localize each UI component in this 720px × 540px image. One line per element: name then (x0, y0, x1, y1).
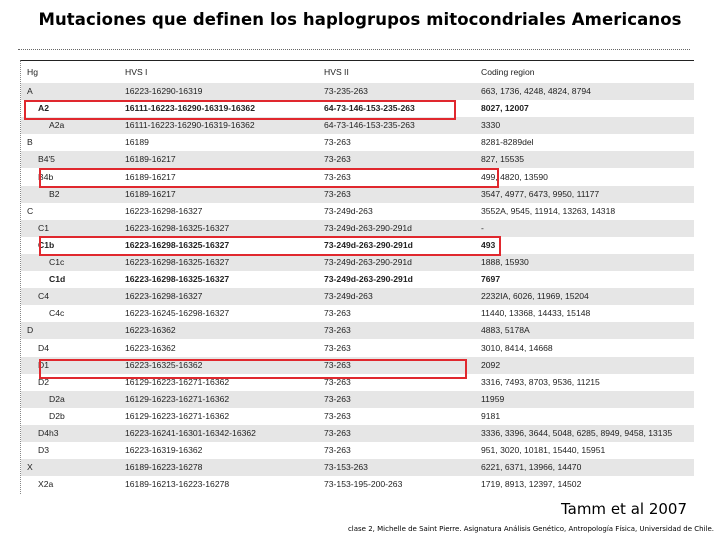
cell-hvs2: 73-263 (324, 137, 351, 148)
table-row (21, 476, 694, 493)
citation: Tamm et al 2007 (560, 500, 687, 518)
cell-coding: 3336, 3396, 3644, 5048, 6285, 8949, 9458, 13135 (481, 428, 673, 438)
table-row (21, 459, 694, 476)
cell-hvs2: 73-263 (324, 325, 351, 336)
table-row (21, 117, 694, 134)
table-row (21, 151, 694, 168)
cell-coding: 4883, 5178A (481, 325, 530, 336)
cell-hvs2: 73-249d-263-290-291d (324, 239, 413, 250)
cell-coding: 1888, 15930 (481, 257, 529, 267)
cell-coding: 11959 (481, 393, 505, 404)
table-row (21, 425, 694, 442)
cell-hvs1: 16223-16241-16301-16342-16362 (125, 428, 256, 438)
table-row (21, 237, 694, 254)
table-row (21, 83, 694, 100)
cell-coding: 3330 (481, 120, 501, 131)
cell-hg: X (27, 462, 33, 473)
cell-hg: D4h3 (38, 428, 59, 438)
cell-hg: C1c (49, 257, 65, 267)
cell-hvs1: 16129-16223-16271-16362 (125, 393, 230, 404)
cell-coding: 3010, 8414, 14668 (481, 342, 553, 353)
cell-hvs2: 64-73-146-153-235-263 (324, 120, 415, 131)
table-row (21, 340, 694, 357)
cell-hvs1: 16223-16290-16319 (125, 86, 203, 96)
cell-hvs2: 73-263 (324, 393, 351, 404)
cell-hg: C4 (38, 291, 49, 302)
table-row (21, 305, 694, 322)
cell-hvs1: 16129-16223-16271-16362 (125, 376, 230, 387)
cell-hg: D4 (38, 342, 49, 353)
cell-hvs2: 73-235-263 (324, 86, 368, 96)
cell-hvs2: 73-249d-263-290-291d (324, 257, 412, 267)
cell-hg: B4b (38, 171, 54, 182)
cell-coding: 3316, 7493, 8703, 9536, 11215 (481, 376, 600, 387)
haplogroup-table (20, 60, 694, 494)
cell-hvs2: 73-263 (324, 171, 351, 182)
cell-hvs2: 73-249d-263-290-291d (324, 222, 412, 233)
cell-hvs2: 64-73-146-153-235-263 (324, 103, 415, 114)
cell-coding: - (481, 222, 484, 233)
cell-hvs2: 73-263 (324, 410, 351, 421)
cell-hg: B (27, 137, 33, 148)
cell-hvs2: 73-263 (324, 359, 351, 370)
cell-hg: B2 (49, 188, 60, 199)
header-coding: Coding region (481, 67, 535, 77)
cell-hvs2: 73-263 (324, 342, 351, 353)
cell-hvs1: 16189 (125, 137, 149, 148)
cell-coding: 3547, 4977, 6473, 9950, 11177 (481, 188, 600, 199)
cell-coding: 3552A, 9545, 11914, 13263, 14318 (481, 205, 616, 216)
table-row (21, 322, 694, 339)
table-row (21, 169, 694, 186)
cell-coding: 7697 (481, 274, 501, 285)
cell-hvs1: 16111-16223-16290-16319-16362 (125, 120, 255, 131)
table-row (21, 442, 694, 459)
cell-hvs2: 73-249d-263-290-291d (324, 274, 413, 285)
cell-coding: 8281-8289del (481, 137, 534, 148)
cell-hvs1: 16223-16298-16325-16327 (125, 257, 230, 267)
cell-hvs1: 16189-16223-16278 (125, 462, 203, 473)
cell-hg: A (27, 86, 33, 96)
table-row (21, 254, 694, 271)
cell-coding: 493 (481, 239, 496, 250)
table-header (21, 61, 694, 84)
cell-hvs2: 73-263 (324, 154, 351, 165)
cell-hvs1: 16223-16298-16325-16327 (125, 222, 230, 233)
table-row (21, 391, 694, 408)
cell-hvs1: 16223-16298-16327 (125, 205, 203, 216)
cell-coding: 499, 4820, 13590 (481, 171, 548, 182)
cell-coding: 8027, 12007 (481, 103, 529, 114)
cell-hvs2: 73-263 (324, 376, 351, 387)
page-title: Mutaciones que definen los haplogrupos mitocondriales Americanos (38, 10, 682, 29)
table-row (21, 271, 694, 288)
table-row (21, 220, 694, 237)
cell-hvs1: 16111-16223-16290-16319-16362 (125, 103, 255, 114)
cell-coding: 663, 1736, 4248, 4824, 8794 (481, 86, 591, 96)
cell-hg: X2a (38, 479, 54, 490)
cell-hvs1: 16223-16245-16298-16327 (125, 308, 230, 319)
footer-note: clase 2, Michelle de Saint Pierre. Asignatura Análisis Genético, Antropología Física, Universidad de Chile. (347, 525, 714, 533)
cell-hg: A2 (38, 103, 49, 114)
cell-coding: 2232IA, 6026, 11969, 15204 (481, 291, 589, 302)
cell-hvs2: 73-263 (324, 308, 351, 319)
cell-hvs1: 16189-16213-16223-16278 (125, 479, 230, 490)
cell-hg: D (27, 325, 34, 336)
cell-hg: C1 (38, 222, 49, 233)
cell-hvs1: 16223-16298-16325-16327 (125, 274, 230, 285)
cell-coding: 2092 (481, 359, 501, 370)
table-row (21, 408, 694, 425)
cell-hg: D2 (38, 376, 49, 387)
cell-hvs2: 73-153-263 (324, 462, 368, 473)
cell-hvs2: 73-263 (324, 428, 351, 438)
cell-hvs2: 73-249d-263 (324, 205, 373, 216)
cell-hg: A2a (49, 120, 65, 131)
cell-hg: B4'5 (38, 154, 55, 165)
cell-hg: C4c (49, 308, 65, 319)
cell-hvs1: 16223-16298-16325-16327 (125, 239, 230, 250)
cell-hvs1: 16223-16319-16362 (125, 445, 203, 456)
cell-coding: 827, 15535 (481, 154, 525, 165)
header-hg: Hg (27, 67, 38, 77)
cell-coding: 951, 3020, 10181, 15440, 15951 (481, 445, 606, 456)
cell-coding: 1719, 8913, 12397, 14502 (481, 479, 582, 490)
cell-hg: D2a (49, 393, 65, 404)
cell-hvs2: 73-263 (324, 188, 351, 199)
cell-hvs1: 16189-16217 (125, 171, 176, 182)
cell-hvs1: 16189-16217 (125, 188, 176, 199)
table-row (21, 374, 694, 391)
header-hvs2: HVS II (324, 67, 349, 77)
cell-coding: 9181 (481, 410, 501, 421)
cell-hg: D3 (38, 445, 49, 456)
cell-hvs1: 16223-16298-16327 (125, 291, 203, 302)
cell-coding: 6221, 6371, 13966, 14470 (481, 462, 582, 473)
table-row (21, 134, 694, 151)
cell-hvs2: 73-263 (324, 445, 351, 456)
table-row (21, 100, 694, 117)
header-hvs1: HVS I (125, 67, 148, 77)
cell-coding: 11440, 13368, 14433, 15148 (481, 308, 591, 319)
cell-hg: C1d (49, 274, 66, 285)
table-row (21, 357, 694, 374)
cell-hvs1: 16223-16362 (125, 342, 176, 353)
table-row (21, 186, 694, 203)
cell-hvs1: 16223-16325-16362 (125, 359, 203, 370)
cell-hg: D2b (49, 410, 65, 421)
cell-hg: C (27, 205, 34, 216)
table-row (21, 288, 694, 305)
title-separator (18, 49, 690, 50)
cell-hg: C1b (38, 239, 55, 250)
cell-hvs1: 16223-16362 (125, 325, 176, 336)
cell-hvs1: 16189-16217 (125, 154, 176, 165)
cell-hg: D1 (38, 359, 49, 370)
table-row (21, 203, 694, 220)
cell-hvs2: 73-249d-263 (324, 291, 373, 302)
cell-hvs1: 16129-16223-16271-16362 (125, 410, 230, 421)
cell-hvs2: 73-153-195-200-263 (324, 479, 403, 490)
